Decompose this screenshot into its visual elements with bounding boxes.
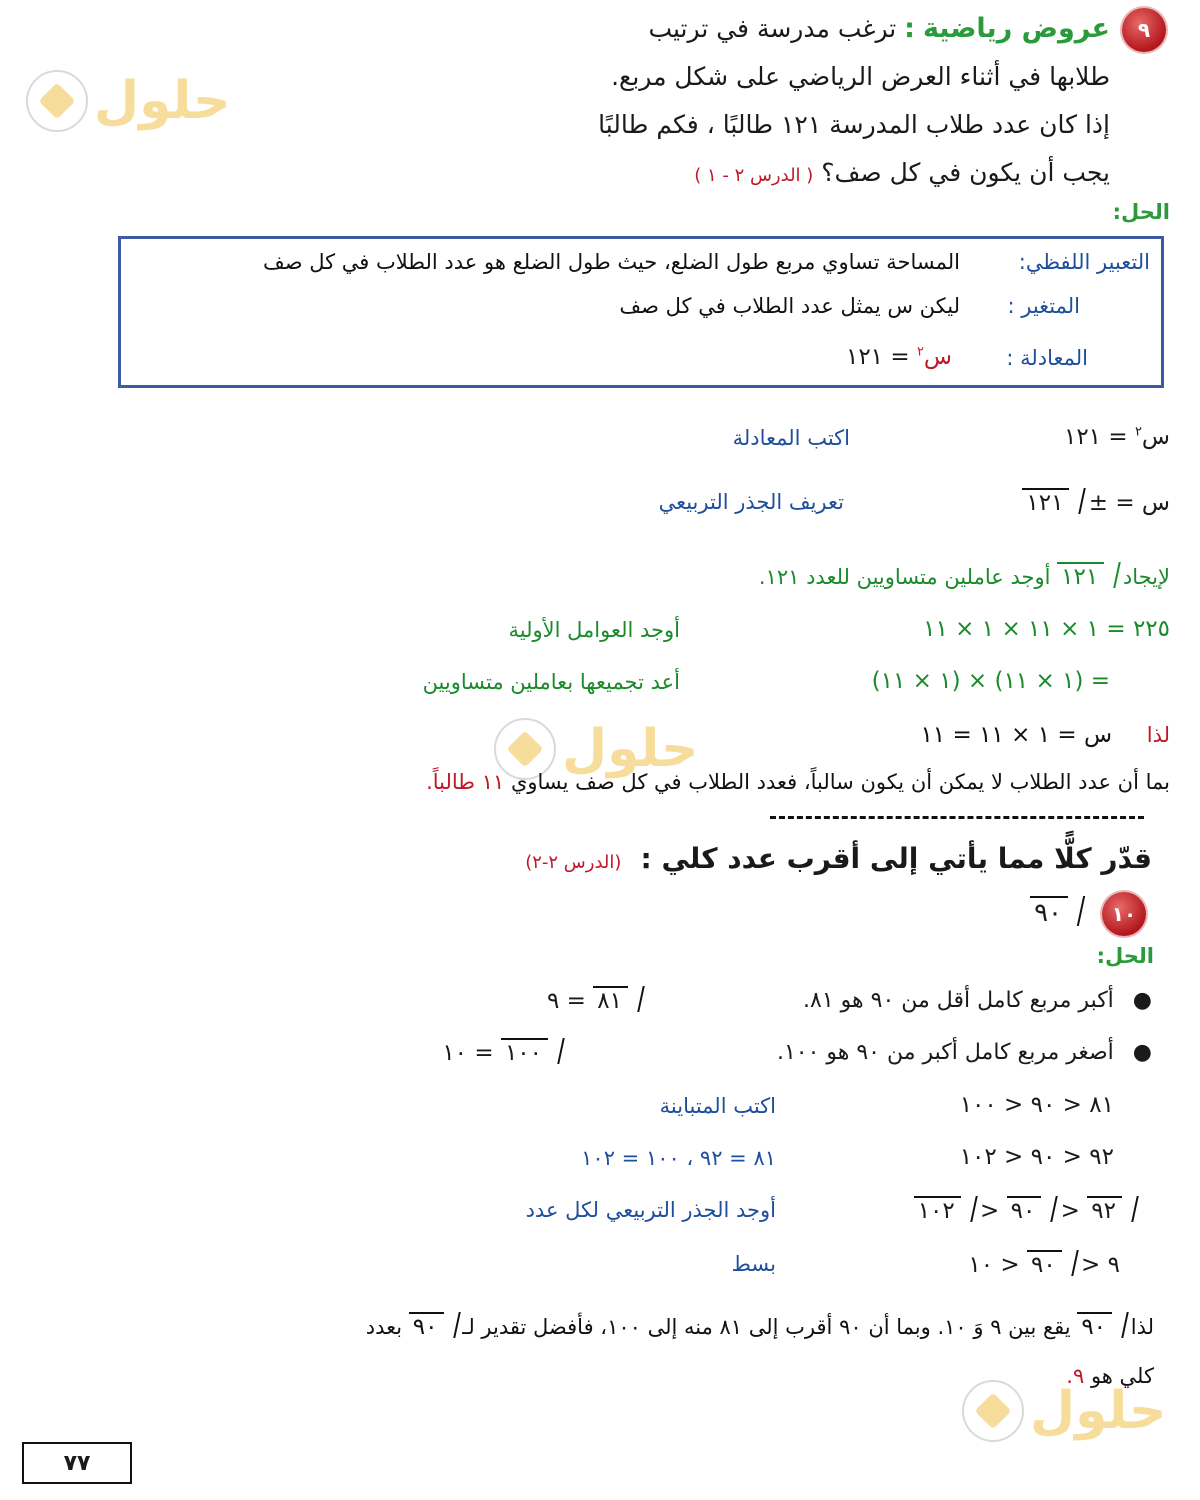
sqrt-symbol: ١٠٠ xyxy=(501,1038,548,1066)
bullet-item: ● أكبر مربع كامل أقل من ٩٠ هو ٨١. xyxy=(803,988,1152,1013)
sqrt-symbol: ١٢١ xyxy=(1057,562,1104,590)
step-1-math: س$^٢$ = ١٢١ xyxy=(1063,424,1170,450)
question-10-conclusion-line-1: لذا ٩٠ يقع بين ٩ وَ ١٠. وبما أن ٩٠ أقرب إلى ٨١ منه إلى ١٠٠، فأفضل تقدير لـ ٩٠ بعدد xyxy=(365,1314,1154,1340)
inequality-2-note: ٨١ = ٩٢ ، ١٠٠ = ١٠٢ xyxy=(581,1146,776,1170)
watermark-logo: حلول xyxy=(494,718,698,780)
watermark-logo: حلول xyxy=(962,1380,1166,1442)
verbal-label: التعبير اللفظي: xyxy=(1018,250,1150,274)
inequality-4-math: ٩ < ٩٠ < ١٠ xyxy=(968,1252,1120,1278)
factor-step-1-note: أوجد العوامل الأولية xyxy=(508,618,680,642)
question-9-line-3: إذا كان عدد طلاب المدرسة ١٢١ طالبًا ، فكم طالبًا xyxy=(598,110,1110,139)
inequality-3-math: ٩٢ < ٩٠ < ١٠٢ xyxy=(914,1196,1134,1224)
inequality-3-note: أوجد الجذر التربيعي لكل عدد xyxy=(525,1198,776,1222)
factor-step-2-math: = (١ × ١١) × (١ × ١١) xyxy=(871,668,1110,694)
page-number: ٧٧ xyxy=(22,1442,132,1484)
so-line: لذا س = ١ × ١١ = ١١ xyxy=(920,722,1170,748)
variable-text: ليكن س يمثل عدد الطلاب في كل صف xyxy=(619,294,960,318)
final-answer: ١١ طالباً. xyxy=(426,770,505,794)
watermark-emblem-icon xyxy=(26,70,88,132)
question-10-expression xyxy=(1030,896,1080,928)
question-9-line-1: عروض رياضية : ترغب مدرسة في ترتيب xyxy=(648,13,1110,44)
solution-label: الحل: xyxy=(1096,944,1154,968)
factor-step-2-note: أعد تجميعها بعاملين متساويين xyxy=(422,670,680,694)
inequality-2-math: ٩٢ < ٩٠ < ١٠٢ xyxy=(959,1144,1114,1170)
question-9-line-2: طلابها في أثناء العرض الرياضي على شكل مربع. xyxy=(611,62,1110,91)
verbal-text: المساحة تساوي مربع طول الضلع، حيث طول الضلع هو عدد الطلاب في كل صف xyxy=(262,250,960,274)
equation-math: س$^٢$ = ١٢١ xyxy=(845,344,952,370)
inequality-1-note: اكتب المتباينة xyxy=(659,1094,776,1118)
sqrt-symbol: ١٢١ xyxy=(1022,488,1069,516)
factor-step-1-math: ٢٢٥ = ١ × ١١ × ١ × ١١ xyxy=(923,616,1170,642)
watermark-emblem-icon xyxy=(962,1380,1024,1442)
equation-label: المعادلة : xyxy=(1006,346,1088,370)
question-10-conclusion-line-2: كلي هو ٩. xyxy=(1066,1364,1154,1388)
find-factors-line: لإيجاد ١٢١ أوجد عاملين متساويين للعدد ١٢١. xyxy=(758,564,1170,590)
inequality-4-note: بسط xyxy=(731,1252,776,1276)
section-divider xyxy=(770,816,1144,819)
step-2-math: س = ± ١٢١ xyxy=(1022,488,1170,516)
sqrt-symbol: ٨١ xyxy=(593,986,628,1014)
step-1-note: اكتب المعادلة xyxy=(732,426,850,450)
bullet-2-math: ١٠٠ = ١٠ xyxy=(442,1038,560,1066)
variable-label: المتغير : xyxy=(1007,294,1080,318)
step-2-note: تعريف الجذر التربيعي xyxy=(658,490,844,514)
bullet-1-math: ٨١ = ٩ xyxy=(547,986,640,1014)
question-number-badge: ٩ xyxy=(1122,8,1166,52)
bullet-item: ● أصغر مربع كامل أكبر من ٩٠ هو ١٠٠. xyxy=(776,1040,1152,1065)
question-9-conclusion: بما أن عدد الطلاب لا يمكن أن يكون سالباً، فعدد الطلاب في كل صف يساوي ١١ طالباً. xyxy=(426,770,1170,794)
sqrt-symbol: ٩٠ xyxy=(1030,896,1068,928)
question-topic: عروض رياضية xyxy=(922,13,1110,44)
lesson-reference: ( الدرس ٢ - ١ ) xyxy=(694,165,814,186)
question-9-line-4: يجب أن يكون في كل صف؟ ( الدرس ٢ - ١ ) xyxy=(694,158,1110,187)
lesson-reference: (الدرس ٢-٢) xyxy=(525,852,622,873)
section-heading: قدّر كلًّا مما يأتي إلى أقرب عدد كلي : (الدرس ٢-٢) xyxy=(525,842,1152,875)
final-answer: ٩. xyxy=(1066,1364,1085,1388)
solution-label: الحل: xyxy=(1112,200,1170,224)
inequality-1-math: ٨١ < ٩٠ < ١٠٠ xyxy=(959,1092,1114,1118)
question-number-badge: ١٠ xyxy=(1102,892,1146,936)
watermark-logo: حلول xyxy=(26,70,230,132)
